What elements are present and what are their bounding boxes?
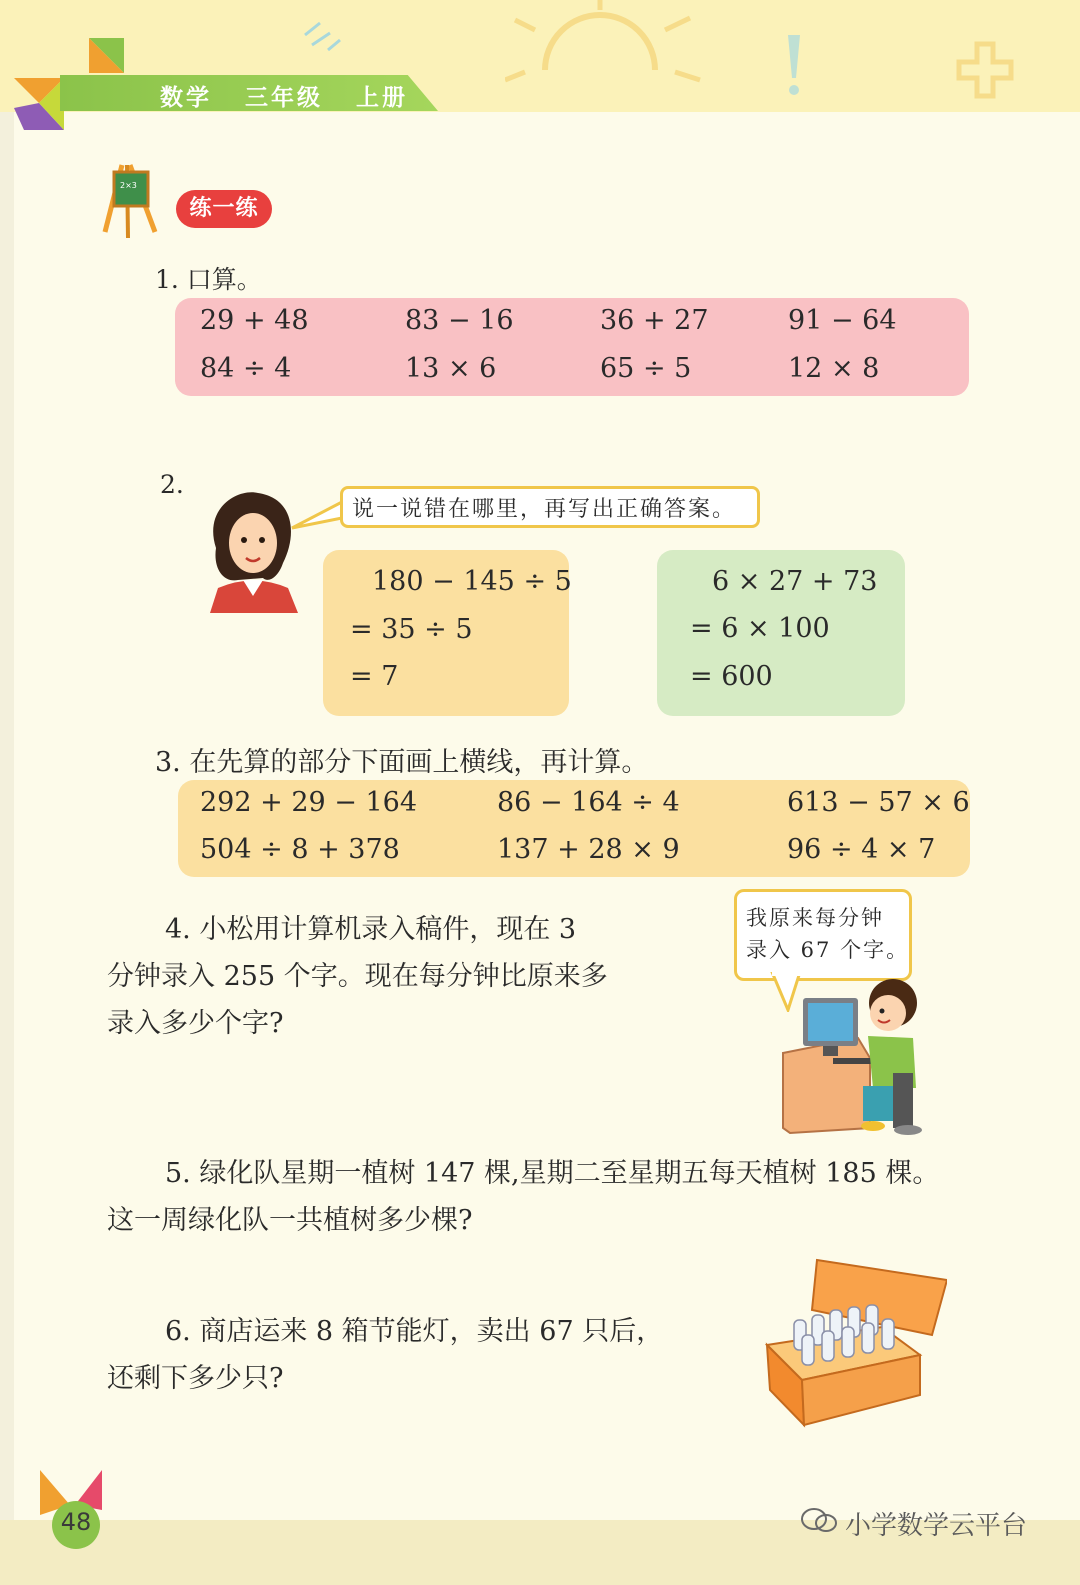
- q1-expr: 29 + 48: [200, 305, 309, 336]
- svg-text:2×3: 2×3: [120, 181, 137, 190]
- q3-expr: 292 + 29 − 164: [200, 787, 418, 818]
- thought-bubble-text: [746, 902, 909, 966]
- easel-icon: [100, 160, 165, 240]
- q3-expr: 96 ÷ 4 × 7: [787, 834, 936, 865]
- q2-left-step: 180 − 145 ÷ 5: [372, 566, 572, 597]
- header-grade: 三年级: [245, 85, 324, 111]
- q2-right-step: = 6 × 100: [690, 613, 830, 644]
- q1-expr: 36 + 27: [600, 305, 709, 336]
- section-badge: 练一练: [176, 190, 272, 228]
- q3-label: 3. 在先算的部分下面画上横线，再计算。: [155, 747, 649, 778]
- q6-line: 还剩下多少只?: [107, 1363, 284, 1394]
- header-subject: 数学: [160, 85, 212, 111]
- q1-expr: 91 − 64: [788, 305, 897, 336]
- boy-computer-illustration-icon: [778, 978, 928, 1138]
- q1-label: 1. 口算。: [155, 265, 262, 294]
- arrows-icon: [300, 15, 350, 60]
- q3-expr: 86 − 164 ÷ 4: [497, 787, 680, 818]
- lightbulb-box-illustration-icon: [762, 1255, 947, 1430]
- q1-expr: 83 − 16: [405, 305, 514, 336]
- q2-left-step: = 7: [350, 661, 399, 692]
- q2-right-step: = 600: [690, 661, 773, 692]
- q3-expr: 137 + 28 × 9: [497, 834, 680, 865]
- q1-expr: 13 × 6: [405, 353, 497, 384]
- q2-left-step: = 35 ÷ 5: [350, 614, 473, 645]
- q4-line: 分钟录入 255 个字。现在每分钟比原来多: [107, 961, 608, 992]
- plus-icon: [955, 40, 1015, 100]
- speech-bubble-text: 说一说错在哪里，再写出正确答案。: [352, 497, 737, 522]
- q2-label: 2.: [160, 470, 184, 499]
- q1-expr: 65 ÷ 5: [600, 353, 692, 384]
- q6-line: 6. 商店运来 8 箱节能灯，卖出 67 只后，: [165, 1316, 664, 1347]
- page-number: 48: [60, 1508, 92, 1536]
- watermark-text: 小学数学云平台: [845, 1511, 1028, 1541]
- q5-line: 这一周绿化队一共植树多少棵?: [107, 1205, 473, 1236]
- thought-bubble-line: 我原来每分钟: [746, 906, 884, 930]
- q4-line: 录入多少个字?: [107, 1008, 284, 1039]
- q5-line: 5. 绿化队星期一植树 147 棵,星期二至星期五每天植树 185 棵。: [165, 1158, 940, 1189]
- q1-expr: 84 ÷ 4: [200, 353, 292, 384]
- header-title: [160, 79, 430, 112]
- q3-expr: 613 − 57 × 6: [787, 787, 970, 818]
- sun-icon: [505, 0, 705, 90]
- q3-expr: 504 ÷ 8 + 378: [200, 834, 400, 865]
- exclamation-icon: [780, 30, 810, 100]
- q1-expr: 12 × 8: [788, 353, 880, 384]
- header-volume: 上册: [356, 85, 409, 111]
- page-edge: [0, 0, 14, 1585]
- q4-line: 4. 小松用计算机录入稿件，现在 3: [165, 914, 577, 945]
- thought-bubble-line: 录入 67 个字。: [746, 938, 910, 962]
- wechat-icon: [800, 1505, 840, 1535]
- q2-right-step: 6 × 27 + 73: [712, 566, 878, 597]
